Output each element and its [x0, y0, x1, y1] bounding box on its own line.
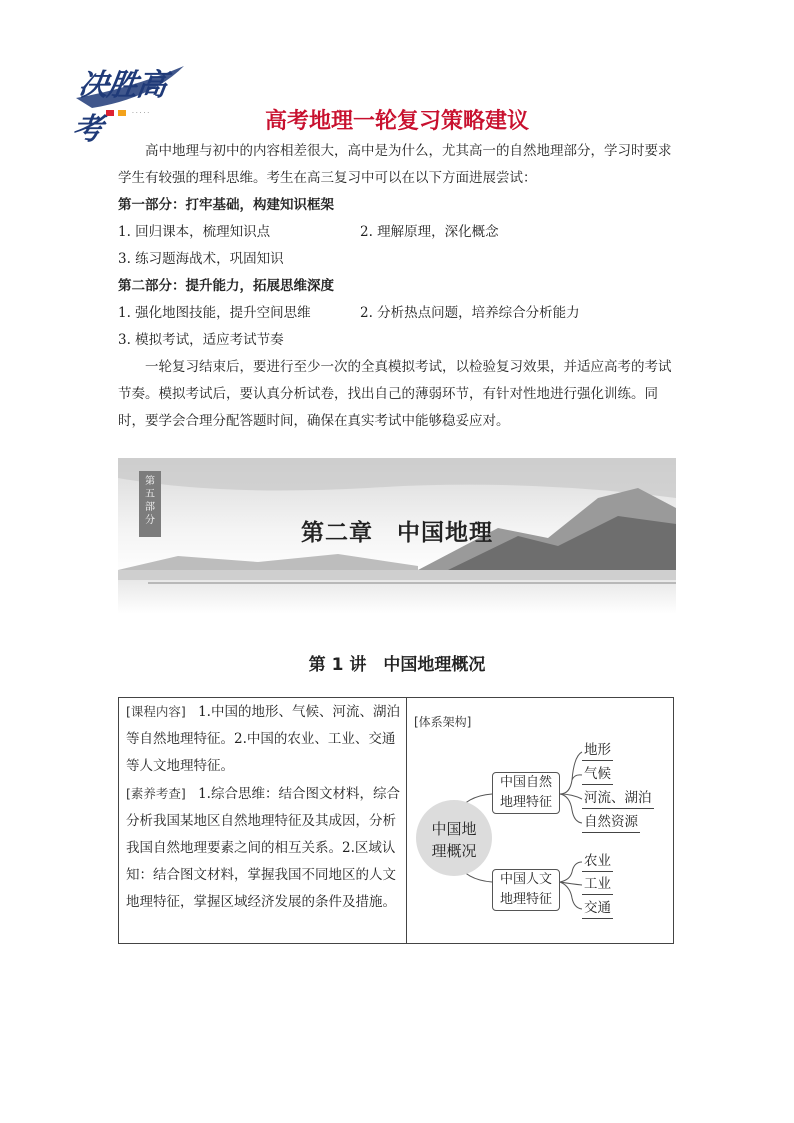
lecture-title: 第 1 讲 中国地理概况	[308, 655, 486, 675]
document-title: 高考地理一轮复习策略建议	[264, 109, 529, 134]
part1-item-2: 2. 理解原理，深化概念	[360, 224, 499, 240]
part1-item-1: 1. 回归课本，梳理知识点	[118, 224, 271, 240]
center-line-2: 理概况	[431, 842, 477, 860]
human-node-line-1: 中国人文	[499, 872, 552, 887]
course-content-tag: [课程内容]	[126, 704, 186, 719]
natural-node-line-1: 中国自然	[499, 775, 552, 790]
closing-paragraph: 一轮复习结束后，要进行至少一次的全真模拟考试，以检验复习效果，并适应高考的考试节奏。模拟考试后，要认真分析试卷，找出自己的薄弱环节，有针对性地进行强化训练。同时，要学会合理分配答题时间，确保在真实考试中能够稳妥应对。	[118, 359, 672, 429]
literacy-tag: [素养考查]	[126, 786, 186, 801]
course-content-cell	[126, 698, 402, 916]
leaf-transport: 交通	[582, 898, 613, 919]
literacy-text: 1.综合思维：结合图文材料，综合分析我国某地区自然地理特征及其成因，分析我国自然地理要素之间的相互关系。2.区域认知：结合图文材料，掌握我国不同地区的人文地理特征，掌握区域经济发展的条件及措施。	[126, 786, 400, 910]
leaf-natural-resources: 自然资源	[582, 812, 640, 833]
part1-item-3: 3. 练习题海战术，巩固知识	[118, 251, 284, 267]
part-tag-char: 第	[145, 476, 155, 487]
mindmap-center-label	[416, 818, 492, 862]
leaf-industry: 工业	[582, 874, 613, 895]
intro-paragraph: 高中地理与初中的内容相差很大，高中是为什么，尤其高一的自然地理部分，学习时要求学生有较强的理科思维。考生在高三复习中可以在以下方面进展尝试：	[118, 143, 672, 186]
system-tag: [体系架构]	[414, 715, 472, 729]
part2-heading: 第二部分：提升能力，拓展思维深度	[118, 278, 334, 294]
logo-text: 决胜高考	[69, 68, 169, 147]
natural-node-line-2: 地理特征	[499, 795, 552, 810]
part-tag-char: 五	[145, 489, 155, 500]
center-line-1: 中国地	[431, 820, 477, 838]
part1-heading: 第一部分：打牢基础，构建知识框架	[118, 197, 334, 213]
human-geography-node	[492, 869, 560, 911]
part2-item-2: 2. 分析热点问题，培养综合分析能力	[360, 305, 580, 321]
svg-text:· · · · ·: · · · · ·	[132, 110, 150, 117]
leaf-rivers-lakes: 河流、湖泊	[582, 788, 654, 809]
chapter-title: 第二章 中国地理	[301, 520, 493, 546]
human-node-line-2: 地理特征	[499, 892, 552, 907]
part2-item-1: 1. 强化地图技能，提升空间思维	[118, 305, 311, 321]
leaf-agriculture: 农业	[582, 851, 613, 872]
course-content-text: 1.中国的地形、气候、河流、湖泊等自然地理特征。2.中国的农业、工业、交通等人文地理特征。	[126, 704, 400, 774]
natural-geography-node	[492, 772, 560, 814]
part-tag-char: 部	[145, 502, 155, 513]
part-tag-char: 分	[145, 515, 155, 526]
leaf-terrain: 地形	[582, 740, 613, 761]
part2-item-3: 3. 模拟考试，适应考试节奏	[118, 332, 284, 348]
leaf-climate: 气候	[582, 764, 613, 785]
